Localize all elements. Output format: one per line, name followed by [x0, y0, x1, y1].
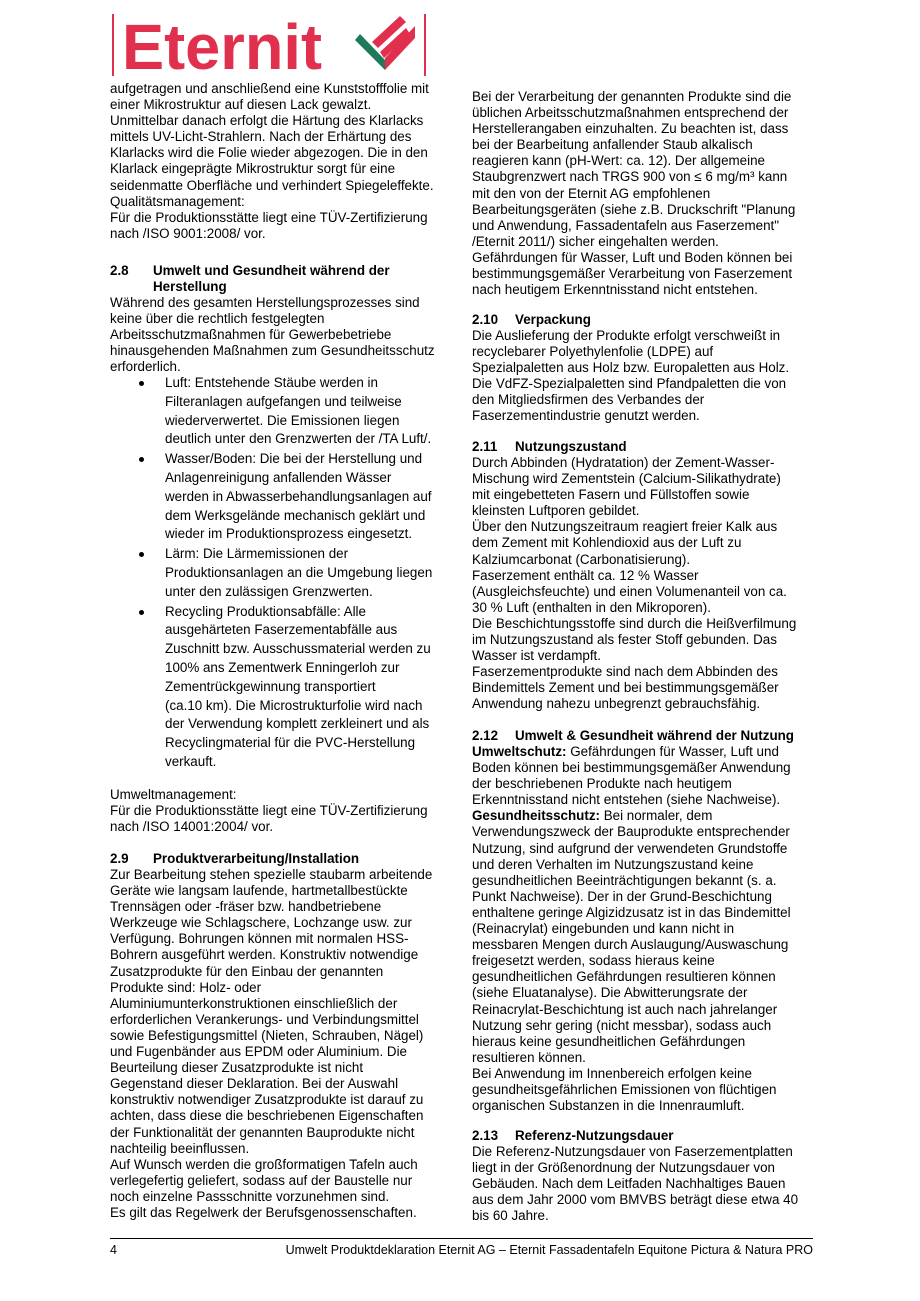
list-item — [110, 545, 455, 601]
list-item — [110, 374, 455, 449]
section-2-10-heading — [472, 312, 591, 328]
section-2-8-heading — [110, 263, 390, 295]
intro-text-left: aufgetragen und anschließend eine Kunststofffolie mit einer Mikrostruktur auf diesen Lack gewalzt. Unmittelbar danach erfolgt die Härtung des Klarlacks mittels UV-Licht-Strahlern. Nach der Erhärtung des Klarlacks wird die Folie wieder abgezogen. Die in den Klarlack eingeprägte Mikrostruktur sorgt für eine seidenmatte Oberfläche und verhindert Spiegeleffekte. Qualitätsmanagement: Für die Produktionsstätte liegt eine TÜV-Zertifizierung nach /ISO 9001:2008/ vor. — [110, 81, 434, 241]
section-2-9-text: Zur Bearbeitung stehen spezielle staubarm arbeitende Geräte wie langsam laufende, hartmetallbestückte Trennsägen oder -fräser bzw. handbetriebene Werkzeuge wie Schlagschere, Lochzange usw. zur Verfügung. Bohrungen können mit normalen HSS- Bohrern ausgeführt werden. Konstruktiv notwendige Zusatzprodukte für den Einbau der genannten Produkte sind: Holz- oder Aluminiumunterkonstruktionen einschließlich der erforderlichen Verankerungs- und Verbindungsmittel sowie Befestigungsmittel (Nieten, Schrauben, Nägel) und Fugenbänder aus EPDM oder Aluminium. Die Beurteilung dieser Zusatzprodukte ist nicht Gegenstand dieser Deklaration. Bei der Auswahl konstruktiv notwendiger Zusatzprodukte ist darauf zu achten, dass diese die beschriebenen Eigenschaften der Funktionalität der genannten Bauprodukte nicht nachteilig beeinflussen. Auf Wunsch werden die großformatigen Tafeln auch verlegefertig geliefert, sodass auf der Baustelle nur noch einzelne Passschnitte vorzunehmen sind. Es gilt das Regelwerk der Berufsgenossenschaften. — [110, 867, 433, 1220]
section-title: Referenz-Nutzungsdauer — [515, 1128, 674, 1143]
bullet-list — [110, 374, 455, 772]
environment-protection-text: Gefährdungen für Wasser, Luft und Boden können bei bestimmungsgemäßer Anwendung der beschriebenen Produkte nach heutigem Erkenntnisstand nicht entstehen (siehe Nachweise). — [472, 744, 791, 808]
section-title: Nutzungszustand — [515, 439, 627, 454]
list-item-text: Luft: Entstehende Stäube werden in Filteranlagen aufgefangen und teilweise wiederverwertet. Die Emissionen liegen deutlich unter den Grenzwerten der /TA Luft/. — [165, 375, 432, 447]
section-2-12-text — [472, 744, 791, 1114]
section-number: 2.9 — [110, 851, 129, 866]
section-2-13-heading — [472, 1128, 673, 1144]
section-2-10-text: Die Auslieferung der Produkte erfolgt verschweißt in recyclebarer Polyethylenfolie (LDPE) auf Spezialpaletten aus Holz bzw. Europaletten aus Holz. Die VdFZ-Spezialpaletten sind Pfandpaletten die von den Mitgliedsfirmen des Verbandes der Faserzementindustrie genutzt werden. — [472, 328, 790, 424]
list-item-text: Wasser/Boden: Die bei der Herstellung und Anlagenreinigung anfallenden Wässer werden in Abwasserbehandlungsanlagen auf dem Werksgelände mechanisch geklärt und wieder im Produktionsprozess eingesetzt. — [165, 451, 432, 542]
section-2-13-text: Die Referenz-Nutzungsdauer von Faserzementplatten liegt in der Größenordnung der Nutzungsdauer von Gebäuden. Nach dem Leitfaden Nachhaltiges Bauen aus dem Jahr 2000 vom BMVBS beträgt diese etwa 40 bis 60 Jahre. — [472, 1144, 799, 1224]
bullet-icon — [139, 552, 144, 557]
section-title: Umwelt und Gesundheit während der Herstellung — [153, 263, 390, 295]
footer-divider — [110, 1238, 813, 1239]
intro-text-right: Bei der Verarbeitung der genannten Produkte sind die üblichen Arbeitsschutzmaßnahmen entsprechend der Herstellerangaben einzuhalten. Zu beachten ist, dass bei der Bearbeitung anfallender Staub alkalisch reagieren kann (pH-Wert: ca. 12). Der allgemeine Staubgrenzwert nach TRGS 900 von ≤ 6 mg/m³ kann mit den von der Eternit AG empfohlenen Bearbeitungsgeräten (siehe z.B. Druckschrift "Planung und Anwendung, Fassadentafeln aus Faserzement" /Eternit 2011/) sicher eingehalten werden. Gefährdungen für Wasser, Luft und Boden können bei bestimmungsgemäßer Verarbeitung von Faserzement nach heutigem Erkenntnisstand nicht entstehen. — [472, 89, 796, 298]
section-number: 2.11 — [472, 439, 498, 454]
section-2-12-heading — [472, 728, 794, 744]
list-item — [110, 603, 455, 772]
section-number: 2.13 — [472, 1128, 499, 1143]
section-title: Produktverarbeitung/Installation — [153, 851, 360, 866]
list-item-text: Lärm: Die Lärmemissionen der Produktionsanlagen an die Umgebung liegen unter den zulässigen Grenzwerten. — [165, 546, 433, 599]
eternit-logo — [110, 12, 430, 78]
bullet-icon — [139, 610, 144, 615]
bullet-icon — [139, 457, 144, 462]
section-2-8-text: Während des gesamten Herstellungsprozesses sind keine über die rechtlich festgelegten Arbeitsschutzmaßnahmen für Gewerbebetriebe hinausgehenden Maßnahmen zum Gesundheitsschutz erforderlich. — [110, 295, 435, 375]
section-title: Verpackung — [515, 312, 591, 327]
health-protection-label: Gesundheitsschutz: — [472, 808, 600, 824]
section-2-11-text: Durch Abbinden (Hydratation) der Zement-Wasser- Mischung wird Zementstein (Calcium-Silikathydrate) mit eingebetteten Fasern und Füllstoffen sowie kleinsten Luftporen gebildet. Über den Nutzungszeitraum reagiert freier Kalk aus dem Zement mit Kohlendioxid aus der Luft zu Kalziumcarbonat (Carbonatisierung). Faserzement enthält ca. 12 % Wasser (Ausgleichsfeuchte) und einen Volumenanteil von ca. 30 % Luft (enthalten in den Mikroporen). Die Beschichtungsstoffe sind durch die Heißverfilmung im Nutzungszustand als fester Stoff gebunden. Das Wasser ist verdampft. Faserzementprodukte sind nach dem Abbinden des Bindemittels Zement und bei bestimmungsgemäßer Anwendung nahezu unbegrenzt gebrauchsfähig. — [472, 455, 797, 712]
health-protection-text: Bei normaler, dem Verwendungszweck der Bauprodukte entsprechender Nutzung, sind aufgrund der verwendeten Grundstoffe und deren Verhalten im Nutzungszustand keine gesundheitlichen Beeinträchtigungen bekannt (s. a. Punkt Nachweise). Der in der Grund-Beschichtung enthaltene geringe Algizidzusatz ist in das Bindemittel (Reinacrylat) eingebunden und kann nicht in messbaren Mengen durch Auslaugung/Auswaschung freigesetzt werden, sodass hieraus keine gesundheitlichen Gefährdungen resultieren können (siehe Eluatanalyse). Die Abwitterungsrate der Reinacrylat-Beschichtung ist auch nach jahrelanger Nutzung sehr gering (nicht messbar), sodass auch hieraus keine gesundheitlichen Gefährdungen resultieren können. Bei Anwendung im Innenbereich erfolgen keine gesundheitsgefährlichen Emissionen von flüchtigen organischen Substanzen in die Innenraumluft. — [472, 808, 791, 1114]
footer-title: Umwelt Produktdeklaration Eternit AG – Eternit Fassadentafeln Equitone Pictura & Natura PRO — [285, 1243, 813, 1257]
section-2-11-heading — [472, 439, 627, 455]
section-2-9-heading — [110, 851, 359, 867]
bullet-icon — [139, 381, 144, 386]
list-item-text: Recycling Produktionsabfälle: Alle ausgehärteten Faserzementabfälle aus Zuschnitt bzw. Ausschussmaterial werden zu 100% ans Zementwerk Enningerloh zur Zementrückgewinnung transportiert (ca.10 km). Die Microstrukturfolie wird nach der Verwendung komplett zerkleinert und als Recyclingmaterial für die PVC-Herstellung verkauft. — [165, 603, 431, 769]
section-number: 2.12 — [472, 728, 499, 743]
section-number: 2.8 — [110, 263, 129, 278]
environment-protection-label: Umweltschutz: — [472, 744, 567, 759]
svg-text:Eternit: Eternit — [122, 12, 322, 78]
page-number: 4 — [110, 1243, 117, 1257]
section-number: 2.10 — [472, 312, 499, 327]
section-title: Umwelt & Gesundheit während der Nutzung — [515, 728, 794, 743]
environment-management-text: Umweltmanagement: Für die Produktionsstätte liegt eine TÜV-Zertifizierung nach /ISO 14001:2004/ vor. — [110, 787, 428, 835]
list-item — [110, 450, 455, 544]
